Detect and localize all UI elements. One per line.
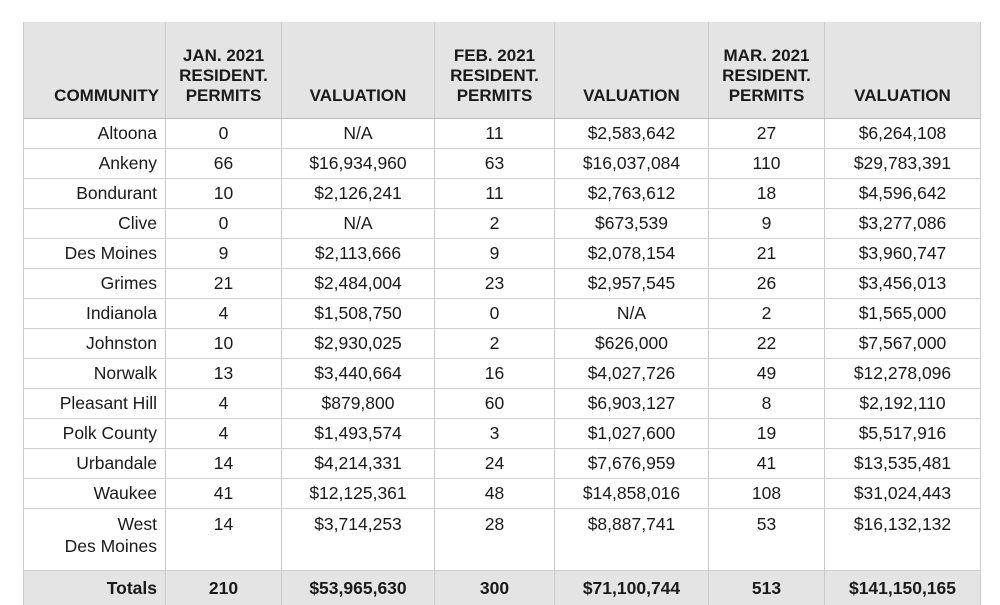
table-row: [24, 299, 981, 329]
header-mar-permits: [709, 22, 825, 119]
table-row: [24, 389, 981, 419]
header-row: [24, 22, 981, 119]
cell-mar-valuation: $7,567,000: [825, 329, 981, 359]
cell-mar-valuation: $3,277,086: [825, 209, 981, 239]
table-row: [24, 149, 981, 179]
cell-mar-valuation: $13,535,481: [825, 449, 981, 479]
cell-mar-permits: 2: [709, 299, 825, 329]
cell-community: Polk County: [24, 419, 166, 449]
cell-community: Norwalk: [24, 359, 166, 389]
cell-community: Waukee: [24, 479, 166, 509]
totals-feb-permits: 300: [435, 571, 555, 605]
cell-jan-valuation: $4,214,331: [282, 449, 435, 479]
cell-feb-valuation: $2,078,154: [555, 239, 709, 269]
table-footer: [24, 571, 981, 605]
table-row: [24, 269, 981, 299]
cell-jan-permits: 4: [166, 299, 282, 329]
totals-jan-valuation: $53,965,630: [282, 571, 435, 605]
cell-feb-permits: 60: [435, 389, 555, 419]
header-feb-permits-l3: PERMITS: [435, 86, 554, 106]
cell-jan-valuation: $2,484,004: [282, 269, 435, 299]
cell-mar-valuation: $5,517,916: [825, 419, 981, 449]
cell-community-l1: West: [24, 513, 157, 535]
cell-feb-valuation: $673,539: [555, 209, 709, 239]
cell-feb-valuation: $7,676,959: [555, 449, 709, 479]
cell-mar-permits: 27: [709, 119, 825, 149]
cell-feb-permits: 24: [435, 449, 555, 479]
cell-community: Pleasant Hill: [24, 389, 166, 419]
table-row: [24, 179, 981, 209]
cell-jan-valuation: $3,440,664: [282, 359, 435, 389]
cell-jan-valuation: $12,125,361: [282, 479, 435, 509]
cell-jan-permits: 13: [166, 359, 282, 389]
cell-community: Indianola: [24, 299, 166, 329]
cell-jan-permits: 14: [166, 449, 282, 479]
cell-jan-valuation: N/A: [282, 119, 435, 149]
cell-mar-valuation: $6,264,108: [825, 119, 981, 149]
cell-mar-valuation: $16,132,132: [825, 509, 981, 571]
cell-feb-permits: 2: [435, 329, 555, 359]
cell-feb-valuation: $2,957,545: [555, 269, 709, 299]
cell-feb-valuation: $2,763,612: [555, 179, 709, 209]
cell-mar-permits: 110: [709, 149, 825, 179]
header-jan-valuation: VALUATION: [282, 22, 435, 119]
cell-feb-valuation: $8,887,741: [555, 509, 709, 571]
totals-feb-valuation: $71,100,744: [555, 571, 709, 605]
cell-jan-valuation: $2,930,025: [282, 329, 435, 359]
cell-feb-valuation: $14,858,016: [555, 479, 709, 509]
cell-feb-permits: 28: [435, 509, 555, 571]
cell-mar-valuation: $2,192,110: [825, 389, 981, 419]
cell-feb-permits: 3: [435, 419, 555, 449]
cell-mar-valuation: $29,783,391: [825, 149, 981, 179]
cell-mar-permits: 26: [709, 269, 825, 299]
cell-jan-permits: 10: [166, 179, 282, 209]
cell-jan-permits: 41: [166, 479, 282, 509]
cell-mar-permits: 21: [709, 239, 825, 269]
cell-feb-permits: 11: [435, 119, 555, 149]
header-feb-permits-l2: RESIDENT.: [435, 66, 554, 86]
header-jan-permits: [166, 22, 282, 119]
totals-mar-permits: 513: [709, 571, 825, 605]
cell-mar-valuation: $3,456,013: [825, 269, 981, 299]
cell-mar-permits: 8: [709, 389, 825, 419]
cell-mar-permits: 19: [709, 419, 825, 449]
table-header: [24, 22, 981, 119]
header-mar-permits-l2: RESIDENT.: [709, 66, 824, 86]
cell-jan-permits: 9: [166, 239, 282, 269]
cell-feb-permits: 9: [435, 239, 555, 269]
cell-mar-permits: 49: [709, 359, 825, 389]
cell-feb-valuation: $1,027,600: [555, 419, 709, 449]
cell-mar-valuation: $31,024,443: [825, 479, 981, 509]
cell-community: Ankeny: [24, 149, 166, 179]
cell-feb-permits: 11: [435, 179, 555, 209]
table-row: [24, 449, 981, 479]
cell-mar-permits: 9: [709, 209, 825, 239]
cell-jan-valuation: $1,493,574: [282, 419, 435, 449]
table-body: [24, 119, 981, 571]
header-mar-valuation: VALUATION: [825, 22, 981, 119]
header-jan-permits-l3: PERMITS: [166, 86, 281, 106]
table-row: [24, 479, 981, 509]
cell-mar-permits: 53: [709, 509, 825, 571]
cell-community: Bondurant: [24, 179, 166, 209]
cell-jan-valuation: N/A: [282, 209, 435, 239]
cell-community: Altoona: [24, 119, 166, 149]
cell-mar-valuation: $4,596,642: [825, 179, 981, 209]
cell-feb-permits: 48: [435, 479, 555, 509]
header-jan-permits-l2: RESIDENT.: [166, 66, 281, 86]
header-community: COMMUNITY: [24, 22, 166, 119]
cell-mar-permits: 18: [709, 179, 825, 209]
cell-feb-permits: 23: [435, 269, 555, 299]
cell-mar-permits: 22: [709, 329, 825, 359]
cell-community: [24, 509, 166, 571]
cell-feb-valuation: $2,583,642: [555, 119, 709, 149]
cell-mar-valuation: $12,278,096: [825, 359, 981, 389]
cell-jan-valuation: $2,126,241: [282, 179, 435, 209]
header-feb-valuation: VALUATION: [555, 22, 709, 119]
cell-jan-permits: 0: [166, 209, 282, 239]
cell-jan-valuation: $2,113,666: [282, 239, 435, 269]
cell-jan-permits: 4: [166, 389, 282, 419]
header-jan-permits-l1: JAN. 2021: [166, 46, 281, 66]
cell-community: Johnston: [24, 329, 166, 359]
cell-feb-valuation: N/A: [555, 299, 709, 329]
cell-jan-permits: 14: [166, 509, 282, 571]
cell-community-l2: Des Moines: [24, 535, 157, 557]
cell-mar-valuation: $3,960,747: [825, 239, 981, 269]
table-row: [24, 419, 981, 449]
cell-feb-valuation: $4,027,726: [555, 359, 709, 389]
cell-jan-valuation: $879,800: [282, 389, 435, 419]
cell-jan-valuation: $1,508,750: [282, 299, 435, 329]
totals-mar-valuation: $141,150,165: [825, 571, 981, 605]
cell-jan-permits: 21: [166, 269, 282, 299]
cell-jan-valuation: $3,714,253: [282, 509, 435, 571]
table-row: [24, 119, 981, 149]
cell-community: Grimes: [24, 269, 166, 299]
cell-mar-permits: 41: [709, 449, 825, 479]
table-row: [24, 239, 981, 269]
table-row: [24, 209, 981, 239]
table-row: [24, 359, 981, 389]
header-mar-permits-l1: MAR. 2021: [709, 46, 824, 66]
cell-community: Clive: [24, 209, 166, 239]
cell-feb-valuation: $6,903,127: [555, 389, 709, 419]
cell-community: Urbandale: [24, 449, 166, 479]
permits-table: [23, 22, 981, 605]
cell-mar-valuation: $1,565,000: [825, 299, 981, 329]
cell-feb-permits: 2: [435, 209, 555, 239]
header-feb-permits: [435, 22, 555, 119]
header-feb-permits-l1: FEB. 2021: [435, 46, 554, 66]
cell-feb-permits: 0: [435, 299, 555, 329]
cell-jan-valuation: $16,934,960: [282, 149, 435, 179]
cell-mar-permits: 108: [709, 479, 825, 509]
header-mar-permits-l3: PERMITS: [709, 86, 824, 106]
cell-community: Des Moines: [24, 239, 166, 269]
cell-feb-permits: 63: [435, 149, 555, 179]
cell-feb-valuation: $626,000: [555, 329, 709, 359]
totals-row: [24, 571, 981, 605]
totals-jan-permits: 210: [166, 571, 282, 605]
table-row: [24, 329, 981, 359]
cell-jan-permits: 66: [166, 149, 282, 179]
cell-jan-permits: 10: [166, 329, 282, 359]
totals-label: Totals: [24, 571, 166, 605]
cell-jan-permits: 4: [166, 419, 282, 449]
cell-feb-valuation: $16,037,084: [555, 149, 709, 179]
table-row: [24, 509, 981, 571]
cell-feb-permits: 16: [435, 359, 555, 389]
cell-jan-permits: 0: [166, 119, 282, 149]
